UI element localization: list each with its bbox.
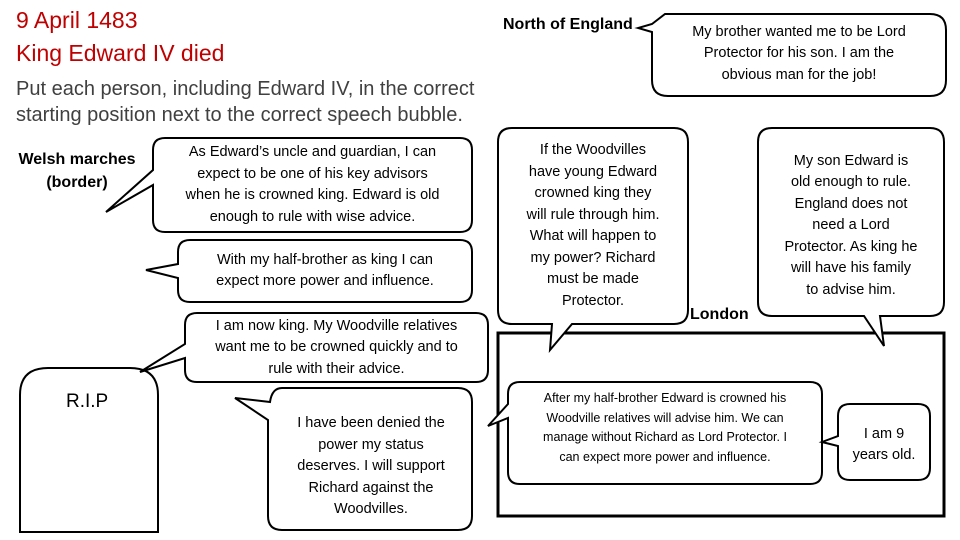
bubble-line: enough to rule with wise advice. bbox=[209, 208, 416, 225]
bubble-line: Woodville relatives will advise him. We can bbox=[546, 410, 784, 425]
bubble-line: have young Edward bbox=[528, 163, 658, 180]
bubble-line: If the Woodvilles bbox=[539, 142, 647, 158]
bubble-line: when he is crowned king. Edward is old bbox=[185, 187, 440, 203]
bubble-line: years old. bbox=[852, 447, 916, 463]
bubble-line: will have his family bbox=[790, 260, 912, 277]
bubble-line: After my half-brother Edward is crowned his bbox=[543, 391, 787, 405]
speech-bubble-new-king bbox=[187, 315, 486, 381]
speech-bubble-lord-protector-claim bbox=[656, 22, 942, 86]
bubble-line: crowned king they bbox=[534, 185, 652, 201]
bubble-line: power my status bbox=[318, 436, 424, 453]
bubble-line: I am 9 bbox=[863, 425, 905, 442]
bubble-line: Protector for his son. I am the bbox=[703, 45, 895, 62]
bubble-line: I am now king. My Woodville relatives bbox=[215, 317, 458, 334]
speech-bubble-without-richard bbox=[510, 388, 820, 468]
bubble-line: Protector. As king he bbox=[784, 238, 918, 255]
bubble-line: expect more power and influence. bbox=[216, 273, 434, 289]
instruction-line-1: Put each person, including Edward IV, in the correct bbox=[16, 78, 475, 100]
bubble-line: What will happen to bbox=[529, 228, 657, 244]
bubble-line: need a Lord bbox=[812, 217, 890, 234]
place-welsh-border: (border) bbox=[46, 174, 108, 191]
speech-bubble-nine-years-old bbox=[840, 422, 928, 468]
speech-bubble-half-brother bbox=[180, 249, 470, 293]
bubble-line: As Edward’s uncle and guardian, I can bbox=[188, 144, 437, 160]
speech-bubble-son-old-enough bbox=[760, 150, 942, 302]
bubble-line: With my half-brother as king I can bbox=[217, 251, 433, 268]
bubble-line: want me to be crowned quickly and to bbox=[215, 339, 458, 356]
bubble-line: Protector. bbox=[561, 292, 625, 309]
bubble-line: Richard against the bbox=[308, 479, 434, 496]
bubble-line: expect to be one of his key advisors bbox=[197, 165, 428, 182]
bubble-line: must be made bbox=[547, 271, 639, 287]
bubble-line: to advise him. bbox=[806, 281, 896, 298]
date-heading: 9 April 1483 bbox=[16, 7, 138, 33]
event-heading: King Edward IV died bbox=[16, 40, 225, 66]
bubble-line: will rule through him. bbox=[526, 206, 660, 223]
place-london: London bbox=[690, 306, 749, 323]
speech-bubble-denied-power bbox=[272, 412, 470, 522]
speech-bubble-woodville-fear bbox=[500, 140, 686, 312]
bubble-line: My son Edward is bbox=[793, 152, 909, 169]
tombstone-label: R.I.P bbox=[66, 391, 109, 412]
bubble-line: My brother wanted me to be Lord bbox=[692, 23, 906, 40]
bubble-line: rule with their advice. bbox=[268, 360, 405, 377]
speech-bubble-uncle-guardian bbox=[155, 141, 470, 229]
bubble-line: deserves. I will support bbox=[297, 458, 445, 475]
bubble-line: obvious man for the job! bbox=[721, 66, 877, 83]
bubble-line: old enough to rule. bbox=[790, 174, 912, 191]
bubble-line: my power? Richard bbox=[530, 249, 656, 266]
bubble-line: I have been denied the bbox=[297, 415, 445, 432]
bubble-line: can expect more power and influence. bbox=[559, 449, 771, 464]
place-welsh-marches: Welsh marches bbox=[18, 151, 136, 168]
instruction-line-2: starting position next to the correct speech bubble. bbox=[16, 104, 463, 126]
bubble-line: manage without Richard as Lord Protector. I bbox=[543, 430, 787, 444]
place-north-of-england: North of England bbox=[503, 16, 633, 33]
bubble-line: Woodvilles. bbox=[334, 501, 408, 518]
bubble-line: England does not bbox=[794, 195, 908, 212]
